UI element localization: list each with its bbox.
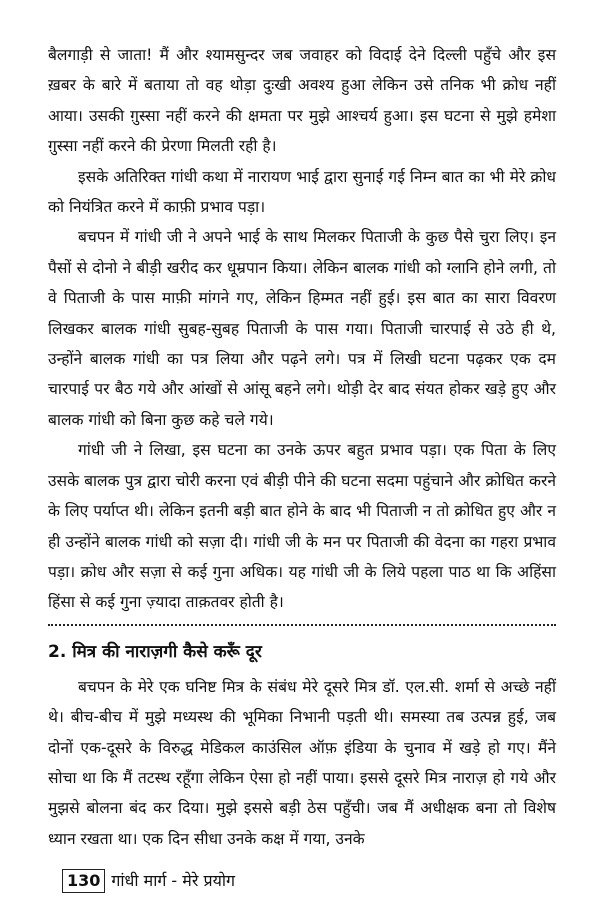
paragraph-3: बचपन में गांधी जी ने अपने भाई के साथ मिलकर पिताजी के कुछ पैसे चुरा लिए। इन पैसों से दोनो ने बीड़ी खरीद कर धूम्रपान किया। लेकिन बालक गांधी को ग्लानि होने लगी, तो वे पिताजी के पास माफ़ी मांगने गए, लेकिन हिम्मत नहीं हुई। इस बात का सारा विवरण लिखकर बालक गांधी सुबह-सुबह पिताजी के पास गया। पिताजी चारपाई से उठे ही थे, उन्होंने बालक गांधी का पत्र लिया और पढ़ने लगे। पत्र में लिखी घटना पढ़कर एक दम चारपाई पर बैठ गये और आंखों से आंसू बहने लगे। थोड़ी देर बाद संयत होकर खड़े हुए और बालक गांधी को बिना कुछ कहे चले गये। — [48, 228, 556, 429]
section-heading: 2. मित्र की नाराज़गी कैसे करूँ दूर — [48, 641, 262, 662]
paragraph-2: इसके अतिरिक्त गांधी कथा में नारायण भाई द्वारा सुनाई गई निम्न बात का भी मेरे क्रोध को नियंत्रित करने में काफ़ी प्रभाव पड़ा। — [48, 167, 556, 217]
page-body — [48, 40, 556, 854]
paragraph-1: बैलगाड़ी से जाता! मैं और श्यामसुन्दर जब जवाहर को विदाई देने दिल्ली पहुँचे और इस ख़बर के बारे में बताया तो वह थोड़ा दुःखी अवश्य हुआ लेकिन उसे तनिक भी क्रोध नहीं आया। उसकी ग़ुस्सा नहीं करने की क्षमता पर मुझे आश्चर्य हुआ। इस घटना से मुझे हमेशा ग़ुस्सा नहीं करने की प्रेरणा मिलती रही है। — [48, 46, 556, 156]
paragraph-4: गांधी जी ने लिखा, इस घटना का उनके ऊपर बहुत प्रभाव पड़ा। एक पिता के लिए उसके बालक पुत्र द्वारा चोरी करना एवं बीड़ी पीने की घटना सदमा पहुंचाने और क्रोधित करने के लिए पर्याप्त थी। लेकिन इतनी बड़ी बात होने के बाद भी पिताजी न तो क्रोधित हुए और न ही उन्होंने बालक गांधी को सज़ा दी। गांधी जी के मन पर पिताजी की वेदना का गहरा प्रभाव पड़ा। क्रोध और सज़ा से कई गुना अधिक। यह गांधी जी के लिये पहला पाठ था कि अहिंसा हिंसा से कई गुना ज़्यादा ताक़तवर होती है। — [48, 441, 556, 612]
page-number: 130 — [62, 869, 105, 893]
dotted-divider — [48, 624, 556, 626]
book-title: गांधी मार्ग - मेरे प्रयोग — [111, 871, 236, 890]
section-paragraph: बचपन के मेरे एक घनिष्ट मित्र के संबंध मेरे दूसरे मित्र डॉ. एल.सी. शर्मा से अच्छे नहीं थे। बीच-बीच में मुझे मध्यस्थ की भूमिका निभानी पड़ती थी। समस्या तब उत्पन्न हुई, जब दोनों एक-दूसरे के विरुद्ध मेडिकल काउंसिल ऑफ़ इंडिया के चुनाव में खड़े हो गए। मैंने सोचा था कि मैं तटस्थ रहूँगा लेकिन ऐसा हो नहीं पाया। इससे दूसरे मित्र नाराज़ हो गये और मुझसे बोलना बंद कर दिया। मुझे इससे बड़ी ठेस पहुँची। जब मैं अधीक्षक बना तो विशेष ध्यान रखता था। एक दिन सीधा उनके कक्ष में गया, उनके — [48, 677, 556, 848]
page-footer — [62, 869, 235, 893]
